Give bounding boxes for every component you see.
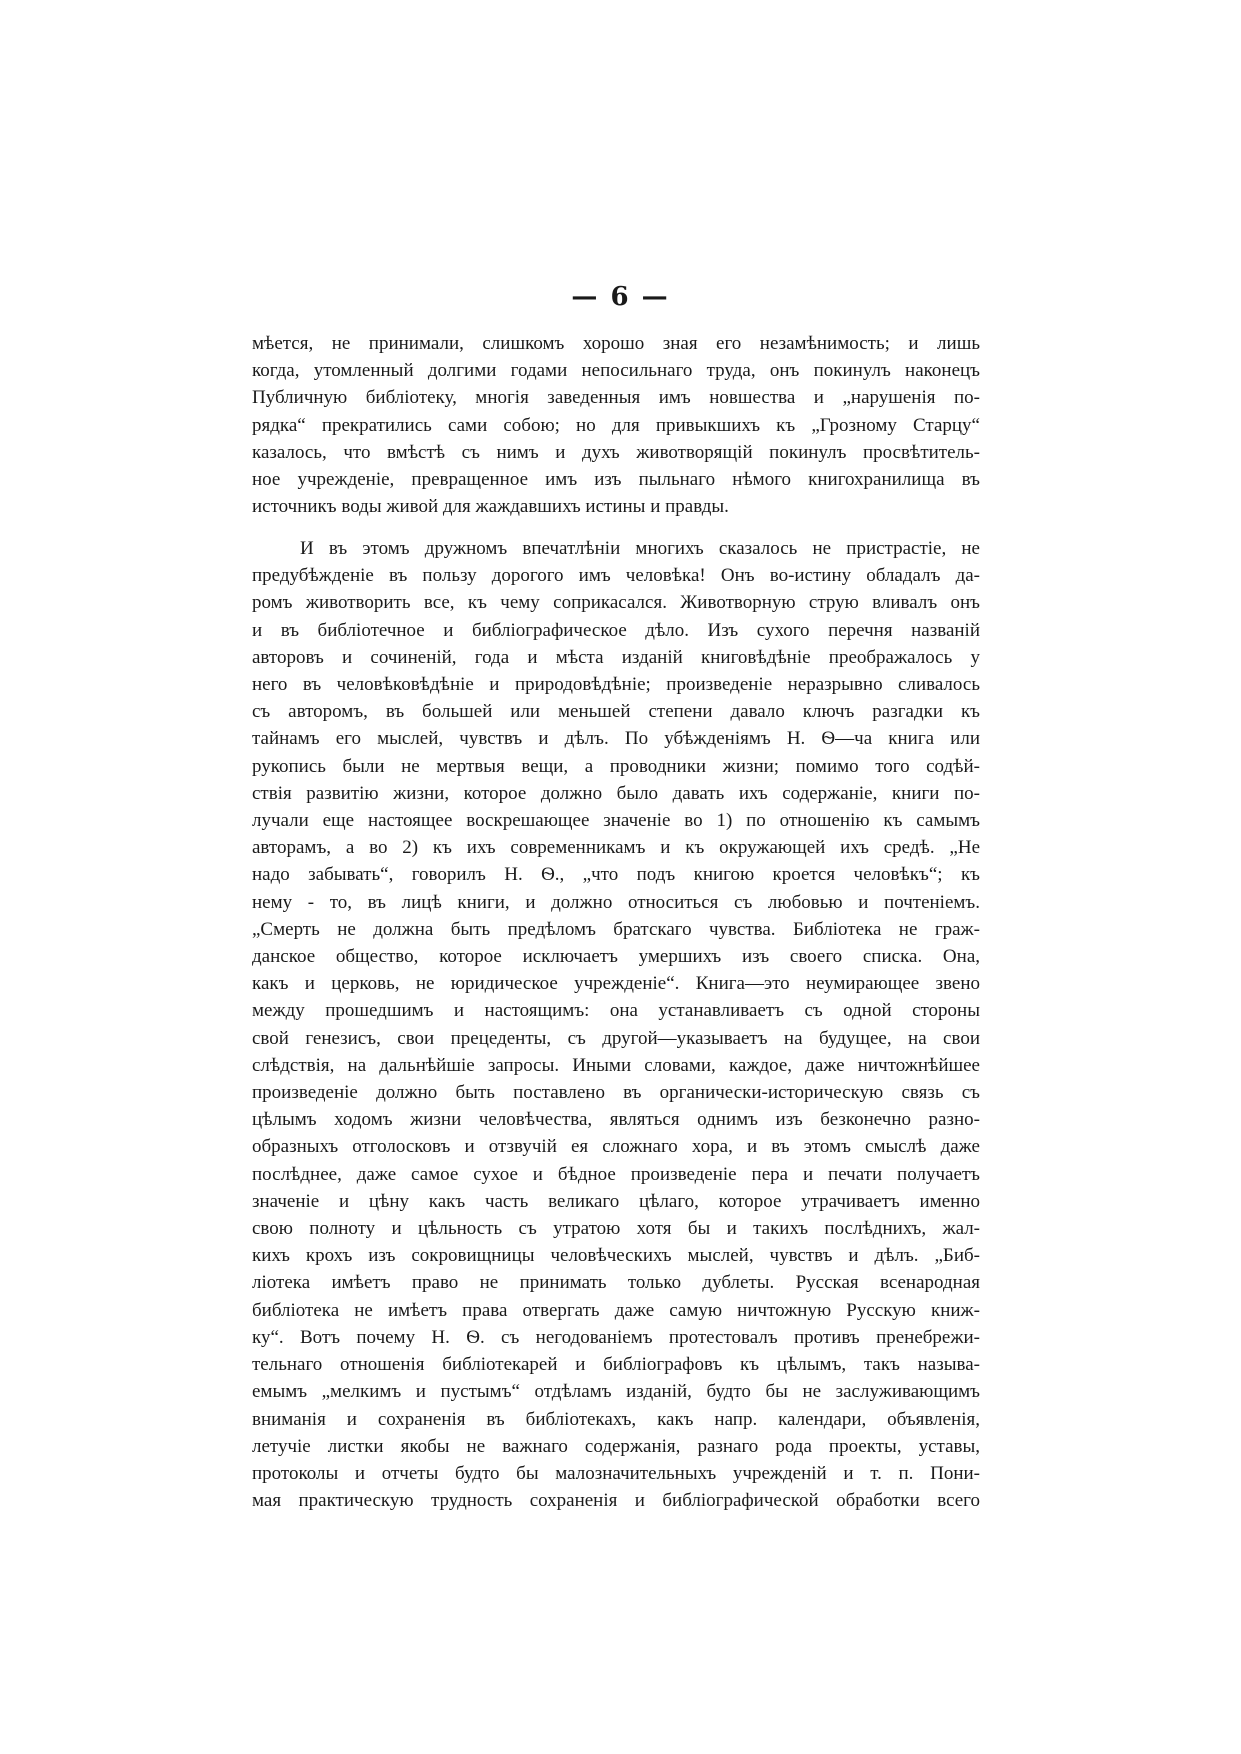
text-line: И въ этомъ дружномъ впечатлѣніи многихъ сказалось не пристрастіе, не — [300, 538, 980, 559]
text-line: послѣднее, даже самое сухое и бѣдное произведеніе пера и печати получаетъ — [252, 1163, 980, 1185]
text-line: мая практическую трудность сохраненія и библіографической обработки всего — [252, 1490, 980, 1512]
text-line: ствія развитію жизни, которое должно было давать ихъ содержаніе, книги по- — [252, 782, 980, 804]
text-line: свой генезисъ, свои прецеденты, съ другой—указываетъ на будущее, на свои — [252, 1027, 980, 1049]
text-line: источникъ воды живой для жаждавшихъ истины и правды. — [252, 496, 729, 518]
text-line: ліотека имѣетъ право не принимать только дублеты. Русская всенародная — [252, 1272, 980, 1294]
text-line: казалось, что вмѣстѣ съ нимъ и духъ животворящій покинулъ просвѣтитель- — [252, 441, 980, 463]
text-line: свою полноту и цѣльность съ утратою хотя бы и такихъ послѣднихъ, жал- — [252, 1218, 980, 1240]
text-line: надо забывать“, говорилъ Н. Ѳ., „что подъ книгою кроется человѣкъ“; къ — [252, 864, 980, 886]
text-line: мѣется, не принимали, слишкомъ хорошо зная его незамѣнимость; и лишь — [252, 333, 980, 354]
page-number: — 6 — — [571, 282, 670, 312]
text-line: слѣдствія, на дальнѣйшіе запросы. Иными словами, каждое, даже ничтожнѣйшее — [252, 1054, 980, 1076]
text-line: „Смерть не должна быть предѣломъ братскаго чувства. Библіотека не граж- — [252, 918, 980, 940]
text-line: данское общество, которое исключаетъ умершихъ изъ своего списка. Она, — [252, 946, 980, 968]
text-line: тайнамъ его мыслей, чувствъ и дѣлъ. По убѣжденіямъ Н. Ѳ—ча книга или — [252, 728, 980, 750]
text-line: авторовъ и сочиненій, года и мѣста изданій книговѣдѣніе преображалось у — [252, 646, 980, 668]
text-line: рядка“ прекратились сами собою; но для привыкшихъ къ „Грозному Старцу“ — [252, 414, 980, 436]
text-line: предубѣжденіе въ пользу дорогого имъ человѣка! Онъ во-истину обладалъ да- — [252, 565, 980, 587]
text-line: и въ библіотечное и библіографическое дѣло. Изъ сухого перечня названій — [252, 619, 980, 641]
text-line: ромъ животворить все, къ чему соприкасался. Животворную струю вливалъ онъ — [252, 592, 980, 614]
text-line: значеніе и цѣну какъ часть великаго цѣлаго, которое утрачиваетъ именно — [252, 1190, 980, 1212]
text-line: нему - то, въ лицѣ книги, и должно относиться съ любовью и почтеніемъ. — [252, 891, 980, 913]
text-line: ку“. Вотъ почему Н. Ѳ. съ негодованіемъ протестовалъ противъ пренебрежи- — [252, 1326, 980, 1348]
text-line: произведеніе должно быть поставлено въ органически-историческую связь съ — [252, 1082, 980, 1104]
paragraph-main — [252, 535, 980, 1514]
text-line: когда, утомленный долгими годами непосильнаго труда, онъ покинулъ наконецъ — [252, 360, 980, 382]
text-line: тельнаго отношенія библіотекарей и библіографовъ къ цѣлымъ, такъ называ- — [252, 1354, 980, 1376]
text-line: летучіе листки якобы не важнаго содержанія, разнаго рода проекты, уставы, — [252, 1435, 980, 1457]
text-line: авторамъ, а во 2) къ ихъ современникамъ и къ окружающей ихъ средѣ. „Не — [252, 837, 980, 859]
text-line: цѣлымъ ходомъ жизни человѣчества, являться однимъ изъ безконечно разно- — [252, 1109, 980, 1131]
text-line: какъ и церковь, не юридическое учрежденіе“. Книга—это неумирающее звено — [252, 973, 980, 995]
text-line: лучали еще настоящее воскрешающее значеніе во 1) по отношенію къ самымъ — [252, 810, 980, 832]
text-line: кихъ крохъ изъ сокровищницы человѣческихъ мыслей, чувствъ и дѣлъ. „Биб- — [252, 1245, 980, 1267]
text-line: рукопись были не мертвыя вещи, а проводники жизни; помимо того содѣй- — [252, 755, 980, 777]
text-line: емымъ „мелкимъ и пустымъ“ отдѣламъ изданій, будто бы не заслуживающимъ — [252, 1381, 980, 1403]
text-line: ное учрежденіе, превращенное имъ изъ пыльнаго нѣмого книгохранилища въ — [252, 469, 980, 491]
text-line: съ авторомъ, въ большей или меньшей степени давало ключъ разгадки къ — [252, 701, 980, 723]
text-line: образныхъ отголосковъ и отзвучій ея сложнаго хора, и въ этомъ смыслѣ даже — [252, 1136, 980, 1158]
text-line: Публичную библіотеку, многія заведенныя имъ новшества и „нарушенія по- — [252, 387, 980, 409]
paragraph-continuation — [252, 330, 980, 520]
text-line: библіотека не имѣетъ права отвергать даже самую ничтожную Русскую книж- — [252, 1299, 980, 1321]
text-line: вниманія и сохраненія въ библіотекахъ, какъ напр. календари, объявленія, — [252, 1408, 980, 1430]
text-line: между прошедшимъ и настоящимъ: она устанавливаетъ съ одной стороны — [252, 1000, 980, 1022]
text-line: него въ человѣковѣдѣніе и природовѣдѣніе; произведеніе неразрывно сливалось — [252, 674, 980, 696]
text-line: протоколы и отчеты будто бы малозначительныхъ учрежденій и т. п. Пони- — [252, 1462, 980, 1484]
